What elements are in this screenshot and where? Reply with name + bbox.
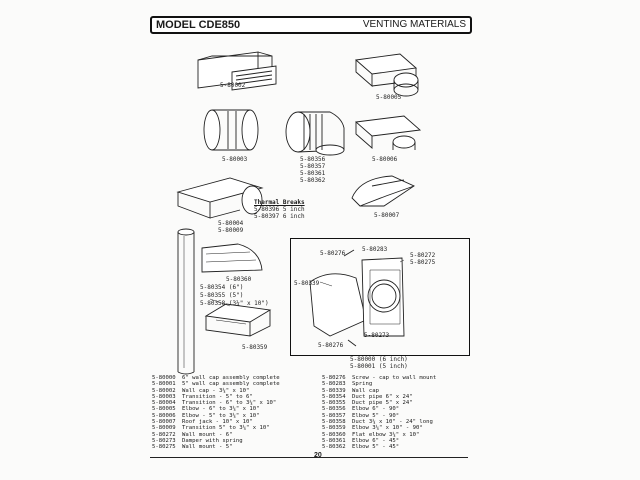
label-5-80339: 5-80339 [294, 280, 320, 287]
transition-ring-drawing [204, 110, 258, 150]
label-5-80003: 5-80003 [222, 156, 248, 163]
thermal-break-row: 5-80397 6 inch [254, 213, 305, 220]
list-item: 5-80276 Screw - cap to wall mount [322, 375, 437, 381]
round-elbow-drawing [286, 112, 344, 155]
thermal-breaks [254, 199, 305, 220]
list-item: 5-80339 Wall cap [322, 387, 379, 394]
label-5-80276-top: 5-80276 [320, 250, 346, 257]
thermal-breaks-title: Thermal Breaks [254, 199, 305, 206]
label-5-80276-bottom: 5-80276 [318, 342, 344, 349]
label-5-80360: 5-80360 [226, 276, 252, 283]
list-item: 5-80355 Duct pipe 5" x 24" [322, 400, 413, 407]
label-5-80004-group: 5-80004 5-80009 [218, 220, 244, 234]
rect-elbow-drawing [206, 304, 270, 336]
section-title: VENTING MATERIALS [362, 19, 466, 30]
list-item: 5-80006 Elbow - 5" to 3¼" x 10" [152, 412, 260, 419]
list-item: 5-80361 Elbow 6" - 45° [322, 437, 400, 444]
list-item: 5-80275 Wall mount - 5" [152, 444, 233, 451]
list-item: 5-80004 Transition - 6" to 3¼" x 10" [152, 400, 277, 407]
label-5-80006: 5-80006 [372, 156, 398, 163]
parts-list-left [152, 375, 280, 451]
label-5-80283: 5-80283 [362, 246, 388, 253]
label-5-80005: 5-80005 [376, 94, 402, 101]
label-5-80356-group: 5-80356 5-80357 5-80361 5-80362 [300, 156, 326, 184]
list-item: 5-80354 Duct pipe 6" x 24" [322, 393, 413, 400]
list-item: 5-80000 6" wall cap assembly complete [152, 375, 280, 381]
thermal-break-row: 5-80396 5 inch [254, 206, 305, 213]
duct-pipe-drawing [178, 229, 194, 374]
list-item: 5-80356 Elbow 6" - 90° [322, 406, 400, 413]
parts-list-right [322, 375, 436, 451]
label-5-80272: 5-80272 [410, 252, 436, 259]
label-5-80359: 5-80359 [242, 344, 268, 351]
label-5-80358: 5-80358 (3¼" x 10") [200, 300, 269, 307]
label-5-80275: 5-80275 [410, 259, 436, 266]
list-item: 5-80359 Elbow 3¼" x 10" - 90° [322, 425, 423, 432]
transition-rect-drawing [178, 178, 262, 218]
label-5-80355: 5-80355 (5") [200, 292, 244, 299]
label-5-80000: 5-80000 (6 inch) [350, 356, 408, 363]
list-item: 5-80007 Roof jack - 10" x 10" [152, 419, 253, 426]
page-number: 20 [314, 452, 322, 459]
list-item: 5-80002 Wall cap - 3¼" x 10" [152, 387, 250, 394]
list-item: 5-80360 Flat elbow 3¼" x 10" [322, 431, 420, 438]
list-item: 5-80357 Elbow 5" - 90° [322, 412, 400, 419]
roof-jack-drawing [352, 176, 414, 206]
list-item: 5-80273 Damper with spring [152, 437, 243, 444]
list-item: 5-80272 Wall mount - 6" [152, 431, 233, 438]
list-item: 5-80009 Transition 5" to 3¼" x 10" [152, 425, 270, 432]
list-item: 5-80005 Elbow - 6" to 3¼" x 10" [152, 406, 260, 413]
elbow-6-drawing [356, 54, 418, 96]
flat-elbow-drawing [202, 244, 262, 272]
label-5-80354: 5-80354 (6") [200, 284, 244, 291]
footer-rule [150, 457, 468, 458]
elbow-5-drawing [356, 116, 420, 150]
label-5-80273: 5-80273 [364, 332, 390, 339]
list-item: 5-80358 Duct 3¼ x 10" - 24" long [322, 419, 433, 426]
list-item: 5-80283 Spring [322, 381, 373, 388]
label-5-80002: 5-80002 [220, 82, 246, 89]
model-title: MODEL CDE850 [156, 19, 241, 31]
label-5-80001: 5-80001 (5 inch) [350, 363, 408, 370]
list-item: 5-80001 5" wall cap assembly complete [152, 381, 280, 388]
list-item: 5-80003 Transition - 5" to 6" [152, 393, 253, 400]
label-5-80007: 5-80007 [374, 212, 400, 219]
list-item: 5-80362 Elbow 5" - 45° [322, 444, 400, 451]
